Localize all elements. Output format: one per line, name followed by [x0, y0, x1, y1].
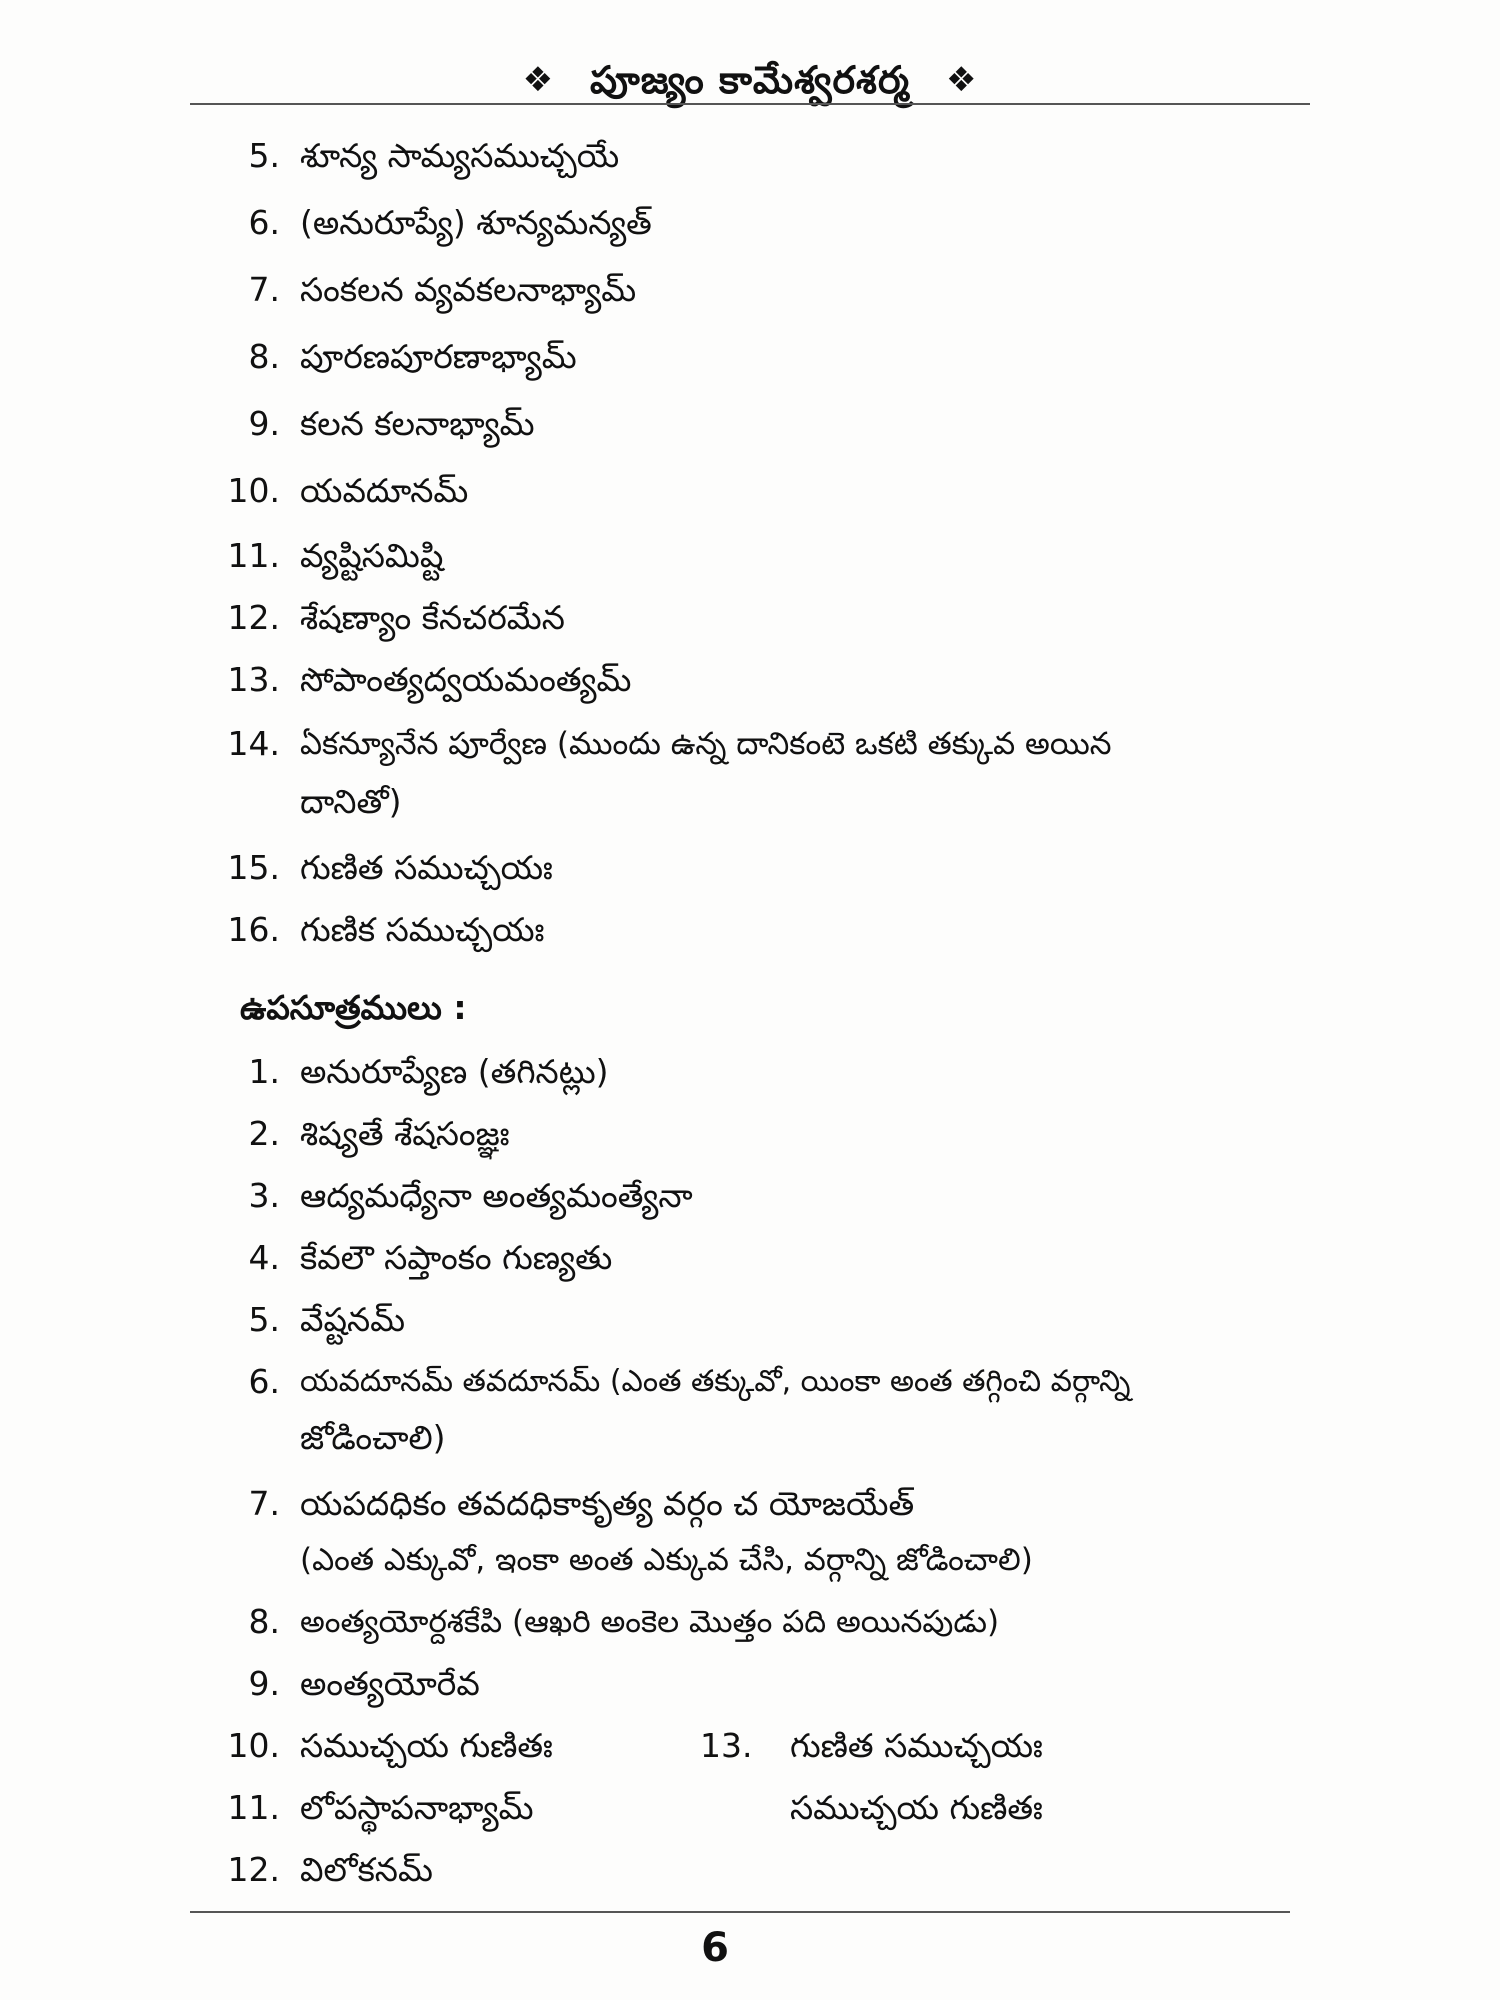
item-text: అంత్యయోర్దశకేపి (ఆఖరి అంకెల మొత్తం పది అయినపుడు) — [300, 1604, 1000, 1640]
item-number: 12. — [227, 1850, 280, 1889]
item-number: 13. — [227, 660, 280, 699]
item-number: 8. — [248, 1602, 280, 1641]
item-number: 7. — [248, 1484, 280, 1523]
item-number: 5. — [248, 136, 280, 175]
item-text: యపదధికం తవదధికాకృత్య వర్గం చ యోజయేత్ — [300, 1484, 915, 1523]
item-text: గుణిక సముచ్చయః — [300, 910, 545, 949]
item-number: 9. — [248, 1664, 280, 1703]
header-title: పూజ్యం కామేశ్వరశర్మ — [590, 58, 910, 102]
item-number: 7. — [248, 270, 280, 309]
item-number: 16. — [227, 910, 280, 949]
item-text: వేష్టనమ్ — [300, 1300, 406, 1339]
item-text: సముచ్చయ గుణితః — [300, 1726, 553, 1765]
section-heading: ఉపసూత్రములు : — [240, 988, 467, 1027]
item-text: యవదూనమ్ తవదూనమ్ (ఎంత తక్కువో, యింకా అంత తగ్గించి వర్గాన్ని — [300, 1364, 1131, 1399]
ornament-left-icon: ❖ — [522, 60, 555, 100]
item-number: 8. — [248, 337, 280, 376]
item-number: 12. — [227, 598, 280, 637]
item-text: కేవలౌ సప్తాంకం గుణ్యతు — [300, 1238, 613, 1277]
item-text: ఆద్యమధ్యేనా అంత్యమంత్యేనా — [300, 1176, 693, 1215]
column2-line2: సముచ్చయ గుణితః — [790, 1788, 1043, 1827]
item-text: లోపస్థాపనాభ్యామ్ — [300, 1788, 534, 1827]
item-number: 10. — [227, 471, 280, 510]
item-number: 4. — [248, 1238, 280, 1277]
item-number: 10. — [227, 1726, 280, 1765]
item-text: విలోకనమ్ — [300, 1850, 433, 1889]
item-number: 3. — [248, 1176, 280, 1215]
item-text: సంకలన వ్యవకలనాభ్యామ్ — [300, 270, 637, 309]
footer-rule — [190, 1911, 1290, 1913]
item-number: 11. — [227, 1788, 280, 1827]
item-text-continued: దానితో) — [300, 782, 402, 821]
column2-line1: గుణిత సముచ్చయః — [790, 1726, 1043, 1765]
item-number: 1. — [248, 1052, 280, 1091]
item-number: 2. — [248, 1114, 280, 1153]
item-number: 15. — [227, 848, 280, 887]
item-text-continued: జోడించాలి) — [300, 1418, 446, 1457]
item-text: శూన్య సామ్యసముచ్చయే — [300, 136, 620, 175]
item-text: కలన కలనాభ్యామ్ — [300, 404, 535, 443]
item-text: శిష్యతే శేషసంజ్ఞః — [300, 1114, 510, 1153]
page-number: 6 — [701, 1925, 729, 1971]
header-rule — [190, 103, 1310, 105]
item-text: అంత్యయోరేవ — [300, 1664, 480, 1703]
item-text: వ్యష్టిసమిష్టి — [300, 536, 444, 575]
item-text: గుణిత సముచ్చయః — [300, 848, 553, 887]
item-text: (అనురూప్యే) శూన్యమన్యత్ — [300, 203, 652, 242]
item-number: 11. — [227, 536, 280, 575]
item-number: 9. — [248, 404, 280, 443]
item-number: 5. — [248, 1300, 280, 1339]
item-text: శేషణ్యాం కేనచరమేన — [300, 598, 565, 637]
item-text: అనురూప్యేణ (తగినట్లు) — [300, 1052, 609, 1091]
item-number: 6. — [248, 203, 280, 242]
item-number: 14. — [227, 724, 280, 763]
item-text: పూరణపూరణాభ్యామ్ — [300, 337, 577, 376]
column2-number: 13. — [700, 1726, 753, 1765]
item-text: సోపాంత్యద్వయమంత్యమ్ — [300, 660, 632, 699]
item-text: ఏకన్యూనేన పూర్వేణ (ముందు ఉన్న దానికంటె ఒకటి తక్కువ అయిన — [300, 726, 1112, 762]
item-text: యవదూనమ్ — [300, 471, 469, 510]
item-text-continued: (ఎంత ఎక్కువో, ఇంకా అంత ఎక్కువ చేసి, వర్గాన్ని జోడించాలి) — [300, 1542, 1033, 1578]
item-number: 6. — [248, 1362, 280, 1401]
ornament-right-icon: ❖ — [945, 60, 978, 100]
